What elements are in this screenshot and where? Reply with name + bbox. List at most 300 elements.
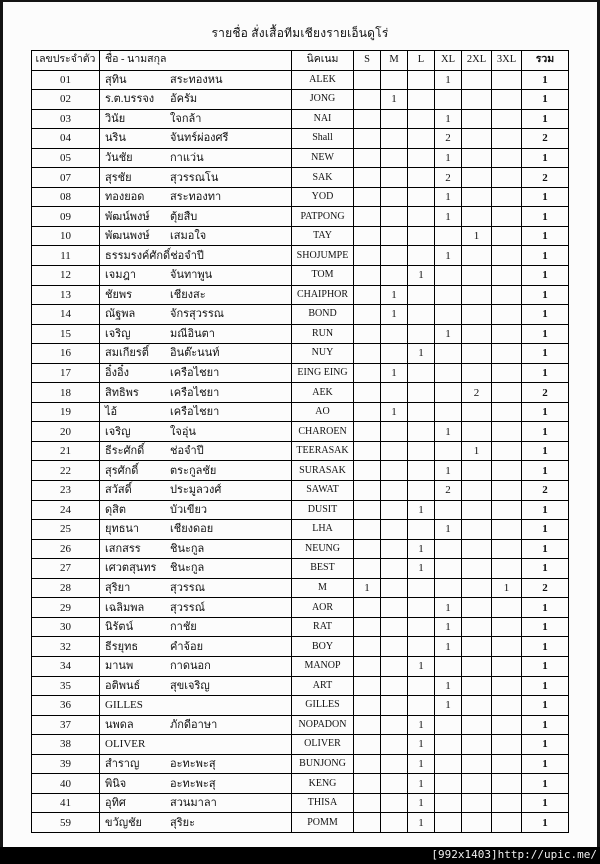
cell-size-s [354,520,381,540]
last-name: สุวรรณโน [170,171,219,184]
first-name: นริน [105,132,126,145]
cell-size-s [354,500,381,520]
cell-size-m [381,266,408,286]
cell-size-3xl [492,637,522,657]
table-row [32,129,569,149]
cell-size-3xl [492,539,522,559]
cell-size-s [354,422,381,442]
header-size-3xl: 3XL [492,51,522,71]
cell-size-xl [435,226,462,246]
cell-member-id: 24 [32,500,100,520]
cell-size-l [408,676,435,696]
cell-size-3xl [492,441,522,461]
cell-size-l: 1 [408,735,435,755]
cell-name [100,598,292,618]
table-header-row [32,51,569,71]
cell-nickname: TAY [292,226,354,246]
table-row [32,774,569,794]
last-name: สุวรรณ์ [170,601,205,614]
cell-size-s [354,813,381,833]
cell-size-s [354,539,381,559]
first-name: OLIVER [105,738,146,751]
first-name: สุทิน [105,73,127,86]
cell-size-xl [435,500,462,520]
cell-nickname: NAI [292,109,354,129]
cell-member-id: 14 [32,305,100,325]
cell-member-id: 25 [32,520,100,540]
cell-size-l [408,402,435,422]
cell-size-xl [435,754,462,774]
cell-size-3xl [492,461,522,481]
cell-size-l: 1 [408,559,435,579]
cell-nickname: YOD [292,187,354,207]
cell-total: 1 [522,598,569,618]
last-name: เชียงสะ [170,288,206,301]
cell-size-s [354,598,381,618]
cell-size-xl: 1 [435,109,462,129]
cell-nickname: Shall [292,129,354,149]
cell-name [100,148,292,168]
cell-size-l [408,696,435,716]
cell-size-s [354,129,381,149]
cell-member-id: 02 [32,90,100,110]
table-row [32,441,569,461]
cell-size-s [354,344,381,364]
first-name: พินิจ [105,777,127,790]
cell-size-2xl [462,793,492,813]
table-row [32,363,569,383]
document-page [3,2,597,847]
cell-size-xl [435,735,462,755]
cell-total: 1 [522,402,569,422]
cell-size-l [408,383,435,403]
cell-size-xl: 1 [435,148,462,168]
table-row [32,148,569,168]
first-name: ธีรยุทธ [105,640,139,653]
roster-table-body [32,70,569,832]
cell-size-3xl [492,324,522,344]
cell-size-xl [435,793,462,813]
last-name: ประมูลวงศ์ [170,484,222,497]
last-name: ช่อจำปี [170,249,204,262]
cell-size-m [381,735,408,755]
last-name: อะทะพะสุ [170,777,216,790]
cell-size-xl: 1 [435,324,462,344]
header-nickname: นิคเนม [292,51,354,71]
cell-nickname: LHA [292,520,354,540]
cell-size-s [354,617,381,637]
cell-member-id: 16 [32,344,100,364]
cell-size-l [408,324,435,344]
cell-size-2xl [462,617,492,637]
table-row [32,813,569,833]
cell-size-3xl [492,422,522,442]
cell-size-l [408,520,435,540]
cell-name [100,168,292,188]
cell-member-id: 01 [32,70,100,90]
cell-name [100,461,292,481]
cell-size-s [354,774,381,794]
cell-size-xl [435,90,462,110]
cell-size-3xl [492,559,522,579]
cell-total: 1 [522,774,569,794]
cell-size-l [408,617,435,637]
cell-size-l: 1 [408,500,435,520]
cell-member-id: 03 [32,109,100,129]
last-name: ชินะกูล [170,542,205,555]
cell-size-s [354,70,381,90]
last-name: อินต๊ะนนท์ [170,347,220,360]
cell-size-l: 1 [408,774,435,794]
cell-size-l [408,461,435,481]
cell-size-s [354,305,381,325]
cell-size-2xl [462,168,492,188]
cell-size-s [354,109,381,129]
cell-name [100,617,292,637]
cell-nickname: ALEK [292,70,354,90]
cell-total: 1 [522,70,569,90]
cell-member-id: 27 [32,559,100,579]
first-name: ดุสิต [105,503,127,516]
cell-size-xl [435,285,462,305]
cell-size-2xl [462,559,492,579]
cell-total: 1 [522,422,569,442]
cell-size-m [381,774,408,794]
cell-name [100,793,292,813]
cell-member-id: 35 [32,676,100,696]
cell-member-id: 10 [32,226,100,246]
cell-name [100,422,292,442]
cell-size-m: 1 [381,90,408,110]
cell-size-2xl [462,676,492,696]
cell-size-m [381,226,408,246]
cell-member-id: 13 [32,285,100,305]
cell-size-l [408,481,435,501]
last-name: สระทองทา [170,191,222,204]
cell-name [100,656,292,676]
cell-member-id: 20 [32,422,100,442]
last-name: บัวเขียว [170,503,208,516]
cell-size-3xl [492,402,522,422]
cell-name [100,187,292,207]
cell-size-2xl [462,187,492,207]
first-name: สวัสดิ์ [105,484,132,497]
first-name: ธีระศักดิ์ [105,445,145,458]
last-name: ชินะกูล [170,562,205,575]
cell-size-2xl: 2 [462,383,492,403]
cell-total: 1 [522,696,569,716]
cell-total: 1 [522,520,569,540]
cell-size-xl [435,363,462,383]
cell-size-3xl [492,383,522,403]
table-row [32,168,569,188]
table-row [32,207,569,227]
cell-total: 2 [522,578,569,598]
cell-size-s [354,441,381,461]
page-title: รายชื่อ สั่งเสื้อทีมเชียงรายเอ็นดูโร่ [211,26,389,40]
cell-nickname: M [292,578,354,598]
table-row [32,481,569,501]
cell-size-3xl [492,363,522,383]
cell-size-m [381,696,408,716]
cell-member-id: 38 [32,735,100,755]
cell-size-2xl [462,422,492,442]
cell-size-xl [435,656,462,676]
cell-name [100,207,292,227]
cell-total: 1 [522,109,569,129]
cell-nickname: NOPADON [292,715,354,735]
cell-nickname: BOND [292,305,354,325]
cell-nickname: TEERASAK [292,441,354,461]
cell-size-l [408,363,435,383]
cell-nickname: CHAROEN [292,422,354,442]
cell-size-3xl [492,598,522,618]
cell-size-m [381,148,408,168]
cell-member-id: 17 [32,363,100,383]
cell-size-3xl [492,148,522,168]
table-row [32,715,569,735]
cell-total: 1 [522,676,569,696]
cell-size-xl: 1 [435,187,462,207]
cell-size-xl: 1 [435,207,462,227]
cell-size-2xl [462,109,492,129]
cell-total: 1 [522,793,569,813]
cell-member-id: 39 [32,754,100,774]
last-name: สวนมาลา [170,797,217,810]
cell-size-3xl [492,481,522,501]
cell-name [100,676,292,696]
cell-size-2xl [462,735,492,755]
cell-size-3xl [492,520,522,540]
cell-size-m [381,344,408,364]
cell-member-id: 26 [32,539,100,559]
cell-size-l: 1 [408,754,435,774]
table-row [32,461,569,481]
cell-size-s [354,90,381,110]
cell-total: 1 [522,266,569,286]
cell-size-m [381,168,408,188]
cell-total: 1 [522,363,569,383]
cell-name [100,305,292,325]
last-name: เสมอใจ [170,230,207,243]
first-name: สำราญ [105,757,140,770]
cell-size-l [408,168,435,188]
image-host-watermark: [992x1403]http://upic.me/ [0,847,600,864]
table-row [32,696,569,716]
first-name: สมเกียรติ์ [105,347,149,360]
cell-size-xl [435,402,462,422]
cell-size-s [354,207,381,227]
cell-size-2xl [462,500,492,520]
cell-name [100,324,292,344]
cell-size-m [381,637,408,657]
cell-size-2xl [462,363,492,383]
cell-size-s [354,402,381,422]
cell-size-xl: 1 [435,461,462,481]
cell-size-2xl [462,481,492,501]
cell-total: 1 [522,207,569,227]
cell-size-m: 1 [381,402,408,422]
cell-size-m [381,676,408,696]
header-size-l: L [408,51,435,71]
cell-nickname: GILLES [292,696,354,716]
cell-size-xl: 1 [435,696,462,716]
table-row [32,617,569,637]
first-name: เศวตสุนทร [105,562,157,575]
cell-size-m [381,187,408,207]
cell-size-xl: 1 [435,598,462,618]
cell-total: 2 [522,383,569,403]
cell-name [100,813,292,833]
cell-size-l [408,578,435,598]
cell-size-2xl [462,774,492,794]
first-name: อิ๋งอิ๋ง [105,367,129,380]
cell-size-xl [435,774,462,794]
first-name: ธรรมรงค์ศักดิ์ [105,249,171,262]
cell-nickname: NEW [292,148,354,168]
table-row [32,305,569,325]
cell-size-m [381,715,408,735]
cell-size-l [408,285,435,305]
last-name: เชียงดอย [170,523,214,536]
cell-member-id: 22 [32,461,100,481]
last-name: ตระกูลชัย [170,464,217,477]
cell-size-xl [435,266,462,286]
table-row [32,70,569,90]
cell-size-l [408,187,435,207]
cell-size-l: 1 [408,344,435,364]
cell-nickname: OLIVER [292,735,354,755]
cell-size-xl: 1 [435,637,462,657]
first-name: เจมฎา [105,269,137,282]
cell-size-s [354,246,381,266]
last-name: ใจกล้า [170,112,202,125]
cell-nickname: PATPONG [292,207,354,227]
cell-size-2xl [462,402,492,422]
cell-size-m [381,813,408,833]
cell-size-s [354,168,381,188]
table-row [32,246,569,266]
cell-member-id: 15 [32,324,100,344]
cell-size-xl: 1 [435,676,462,696]
cell-size-l [408,148,435,168]
cell-member-id: 12 [32,266,100,286]
cell-total: 1 [522,656,569,676]
first-name: สุริยา [105,582,131,595]
table-row [32,754,569,774]
cell-name [100,520,292,540]
header-size-s: S [354,51,381,71]
cell-size-m [381,461,408,481]
cell-size-2xl: 1 [462,226,492,246]
cell-name [100,754,292,774]
cell-member-id: 40 [32,774,100,794]
cell-size-m [381,598,408,618]
cell-name [100,500,292,520]
first-name: ร.ต.บรรจง [105,93,155,106]
cell-size-m [381,559,408,579]
cell-size-xl [435,305,462,325]
cell-nickname: KENG [292,774,354,794]
cell-total: 1 [522,90,569,110]
table-row [32,656,569,676]
cell-member-id: 23 [32,481,100,501]
cell-size-s [354,324,381,344]
last-name: เครือไชยา [170,406,220,419]
cell-size-s [354,363,381,383]
cell-size-m [381,246,408,266]
cell-nickname: EING EING [292,363,354,383]
cell-member-id: 21 [32,441,100,461]
cell-size-3xl [492,676,522,696]
cell-size-l: 1 [408,715,435,735]
cell-name [100,441,292,461]
cell-size-s [354,793,381,813]
first-name: วันชัย [105,152,133,164]
cell-total: 1 [522,754,569,774]
cell-size-l [408,226,435,246]
first-name: ไอ้ [105,406,118,419]
cell-size-s [354,754,381,774]
first-name: ชัยพร [105,288,133,301]
cell-nickname: SHOJUMPE [292,246,354,266]
table-row [32,578,569,598]
cell-size-2xl [462,148,492,168]
cell-size-l [408,90,435,110]
cell-size-m [381,324,408,344]
cell-size-l [408,207,435,227]
cell-size-2xl [462,813,492,833]
cell-size-m [381,617,408,637]
cell-total: 1 [522,324,569,344]
cell-size-xl: 1 [435,246,462,266]
cell-nickname: BEST [292,559,354,579]
cell-size-3xl [492,226,522,246]
last-name: อะทะพะสุ [170,757,216,770]
cell-size-s [354,637,381,657]
cell-member-id: 11 [32,246,100,266]
cell-size-xl [435,383,462,403]
cell-size-3xl [492,715,522,735]
table-row [32,793,569,813]
cell-nickname: RAT [292,617,354,637]
cell-size-3xl [492,696,522,716]
cell-size-xl: 1 [435,70,462,90]
cell-size-2xl [462,70,492,90]
cell-size-s [354,559,381,579]
cell-size-3xl [492,305,522,325]
cell-size-m [381,422,408,442]
first-name: GILLES [105,699,143,712]
last-name: กาดนอก [170,660,211,673]
first-name: พัฒนพงษ์ [105,230,150,243]
header-size-m: M [381,51,408,71]
cell-size-2xl [462,90,492,110]
cell-size-m [381,109,408,129]
cell-name [100,70,292,90]
cell-size-l [408,305,435,325]
first-name: นิรัตน์ [105,621,134,634]
last-name: ช่อจำปี [170,445,204,458]
first-name: นพดล [105,718,134,731]
table-row [32,422,569,442]
cell-size-l [408,70,435,90]
cell-size-2xl [462,266,492,286]
cell-name [100,129,292,149]
cell-nickname: BOY [292,637,354,657]
cell-size-m [381,383,408,403]
first-name: อติพนธ์ [105,679,141,692]
